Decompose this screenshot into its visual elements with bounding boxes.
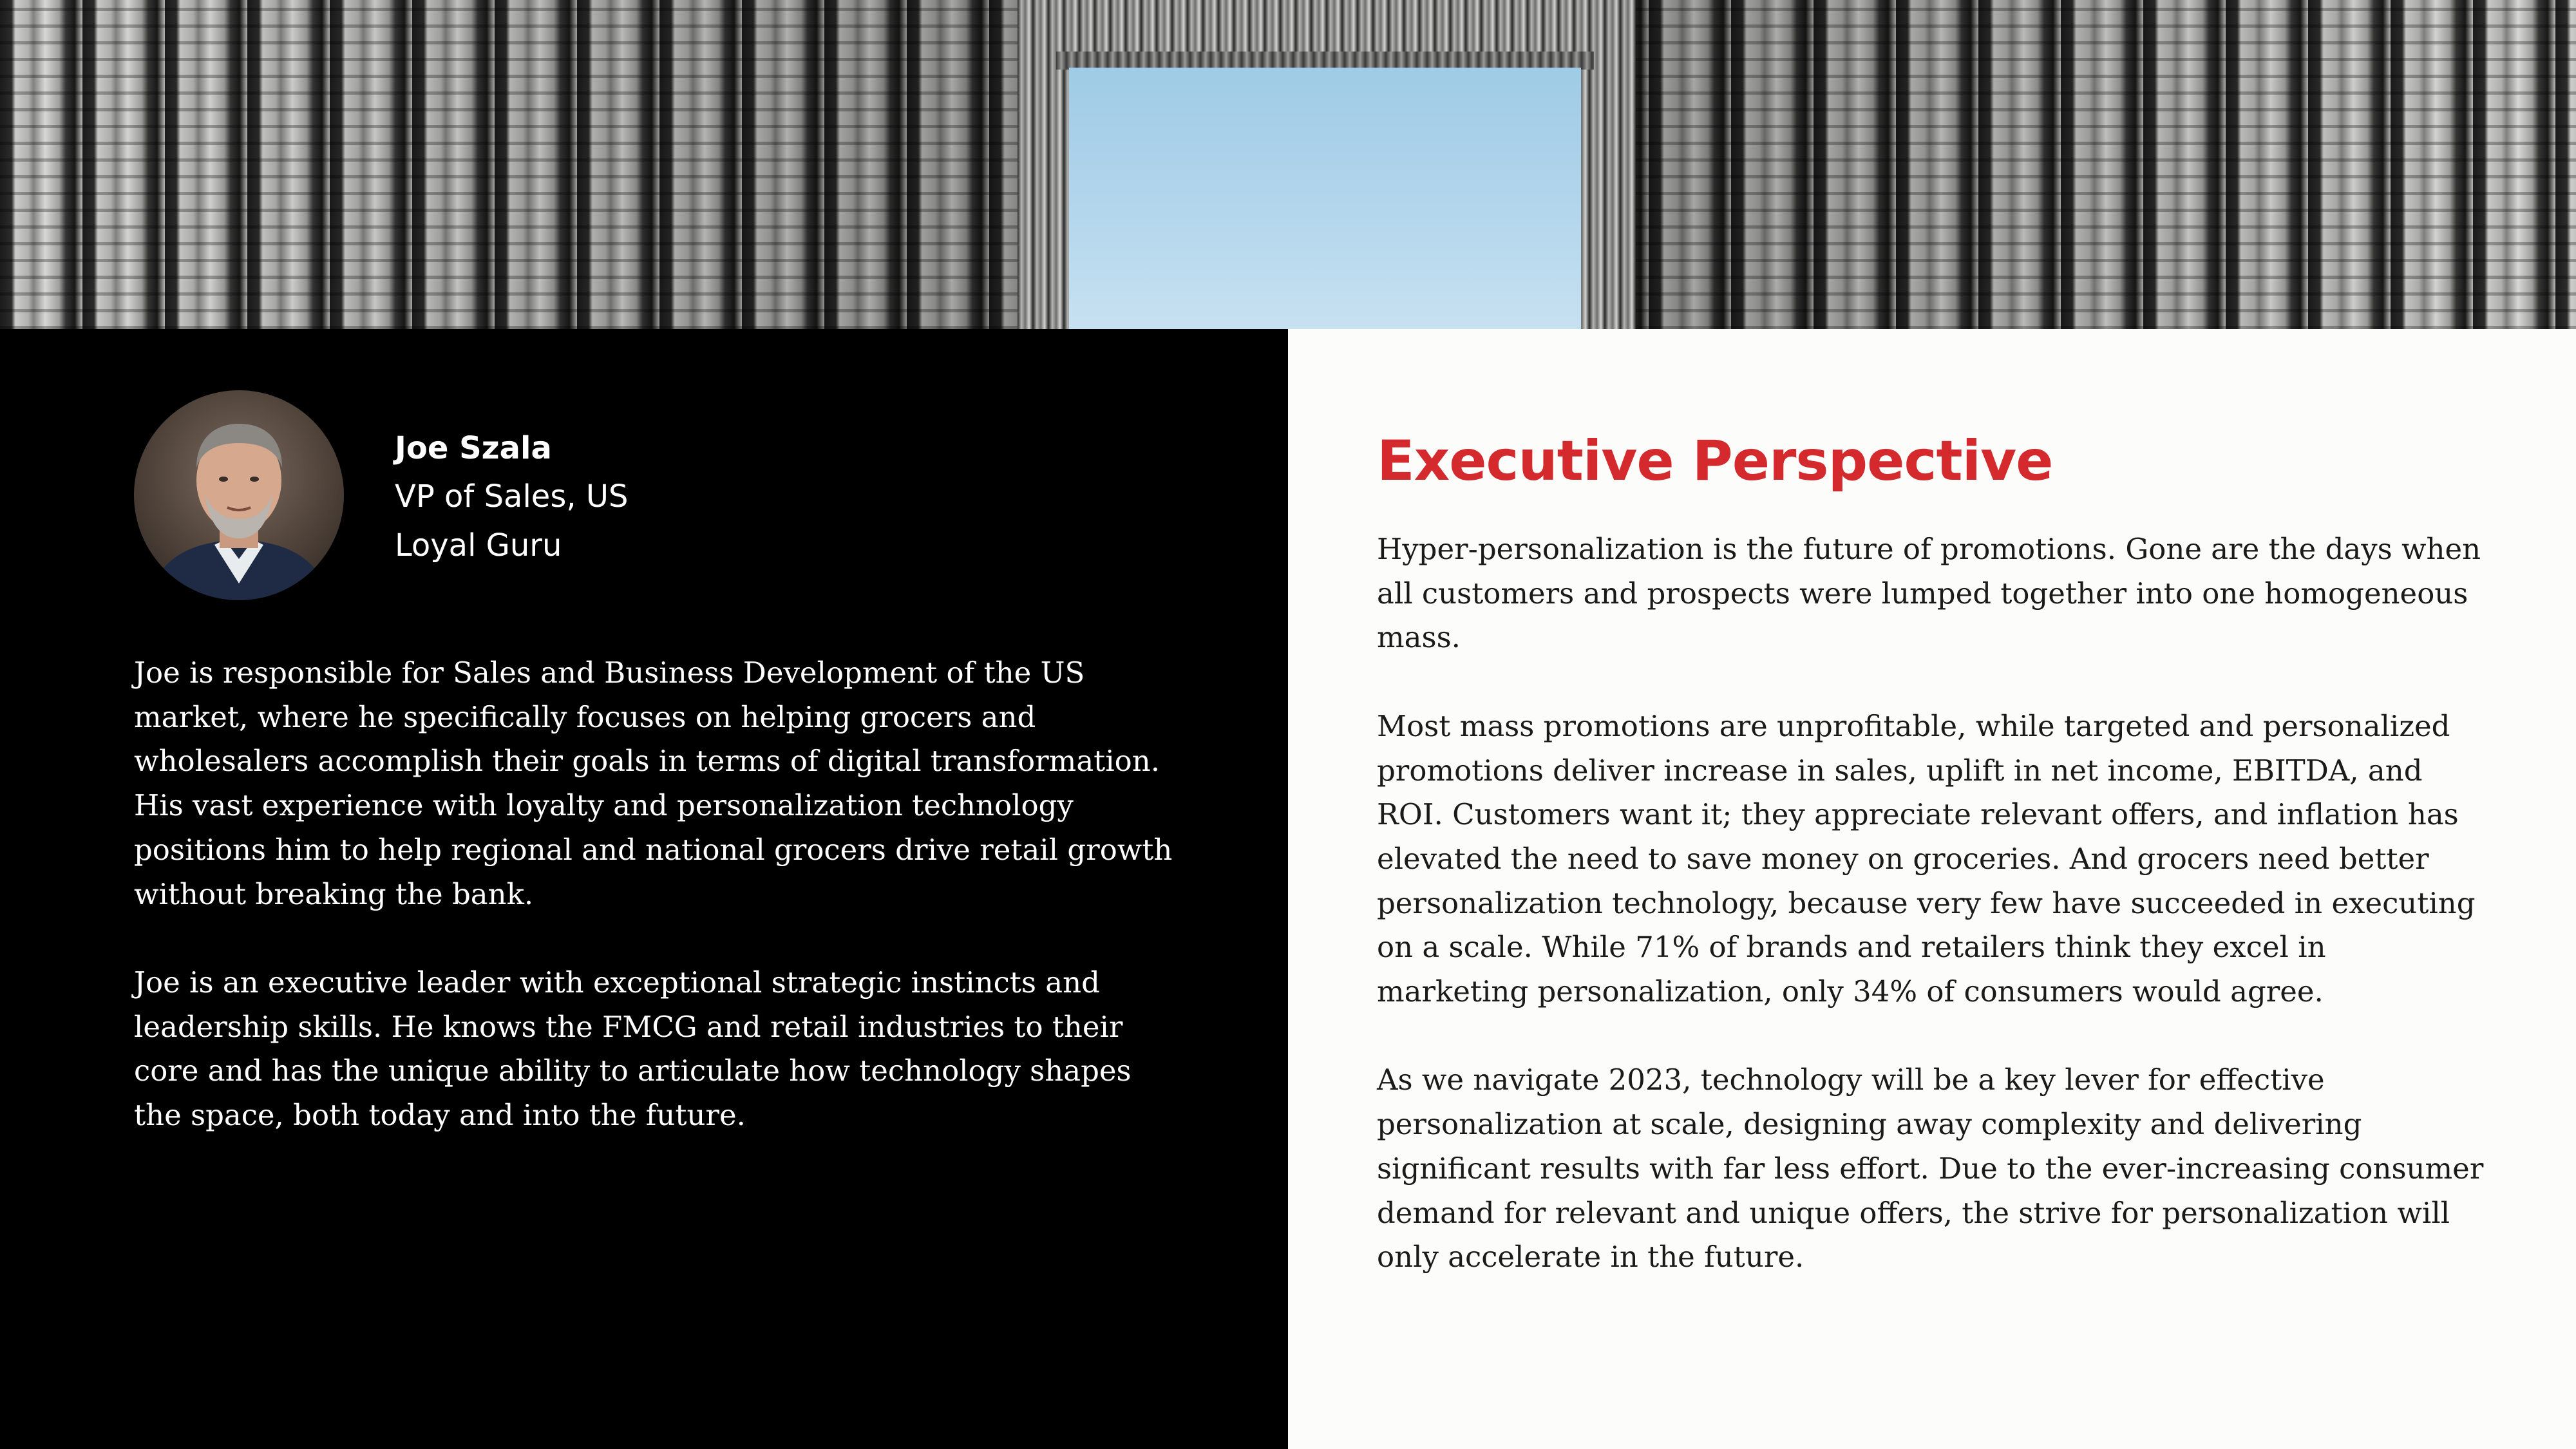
article-body — [1377, 527, 2485, 1324]
bio-paragraph: Joe is an executive leader with exceptional strategic instincts and leadership skills. He knows the FMCG and retail industries to their core and has the unique ability to articulate how technology shapes the space, both today and into the future. — [134, 965, 1132, 1133]
profile-role: VP of Sales, US — [395, 478, 629, 515]
profile-company: Loyal Guru — [395, 527, 562, 564]
profile-name: Joe Szala — [395, 430, 552, 466]
hero-roof-edge — [1056, 52, 1594, 70]
profile-panel — [0, 329, 1288, 1449]
avatar-portrait — [134, 390, 344, 600]
section-title: Executive Perspective — [1377, 429, 2053, 493]
article-panel — [1288, 329, 2576, 1449]
article-paragraph: Hyper-personalization is the future of promotions. Gone are the days when all customers and prospects were lumped together into one homogeneous mass. — [1377, 532, 2481, 655]
hero-sky — [1069, 68, 1581, 329]
article-paragraph: As we navigate 2023, technology will be a key lever for effective personalization at scale, designing away complexity and delivering significant results with far less effort. Due to the ever-increasing consumer demand for relevant and unique offers, the strive for personalization will only accelerate in the future. — [1377, 1063, 2484, 1274]
avatar — [134, 390, 344, 600]
bio-paragraph: Joe is responsible for Sales and Business Development of the US market, where he specifically focuses on helping grocers and wholesalers accomplish their goals in terms of digital transformation. His vast experience with loyalty and personalization technology positions him to help regional and national grocers drive retail growth without breaking the bank. — [134, 656, 1173, 911]
article-paragraph: Most mass promotions are unprofitable, while targeted and personalized promotions deliver increase in sales, uplift in net income, EBITDA, and ROI. Customers want it; they appreciate relevant offers, and inflation has elevated the need to save money on groceries. And grocers need better personalization technology, because very few have succeeded in executing on a scale. While 71% of brands and retailers think they excel in marketing personalization, only 34% of consumers would agree. — [1377, 708, 2476, 1009]
bio-text — [134, 651, 1177, 1182]
hero-building-photo — [0, 0, 2576, 329]
hero-shade-left — [0, 0, 1069, 329]
profile-details — [395, 424, 628, 570]
hero-shade-right — [1584, 0, 2576, 329]
